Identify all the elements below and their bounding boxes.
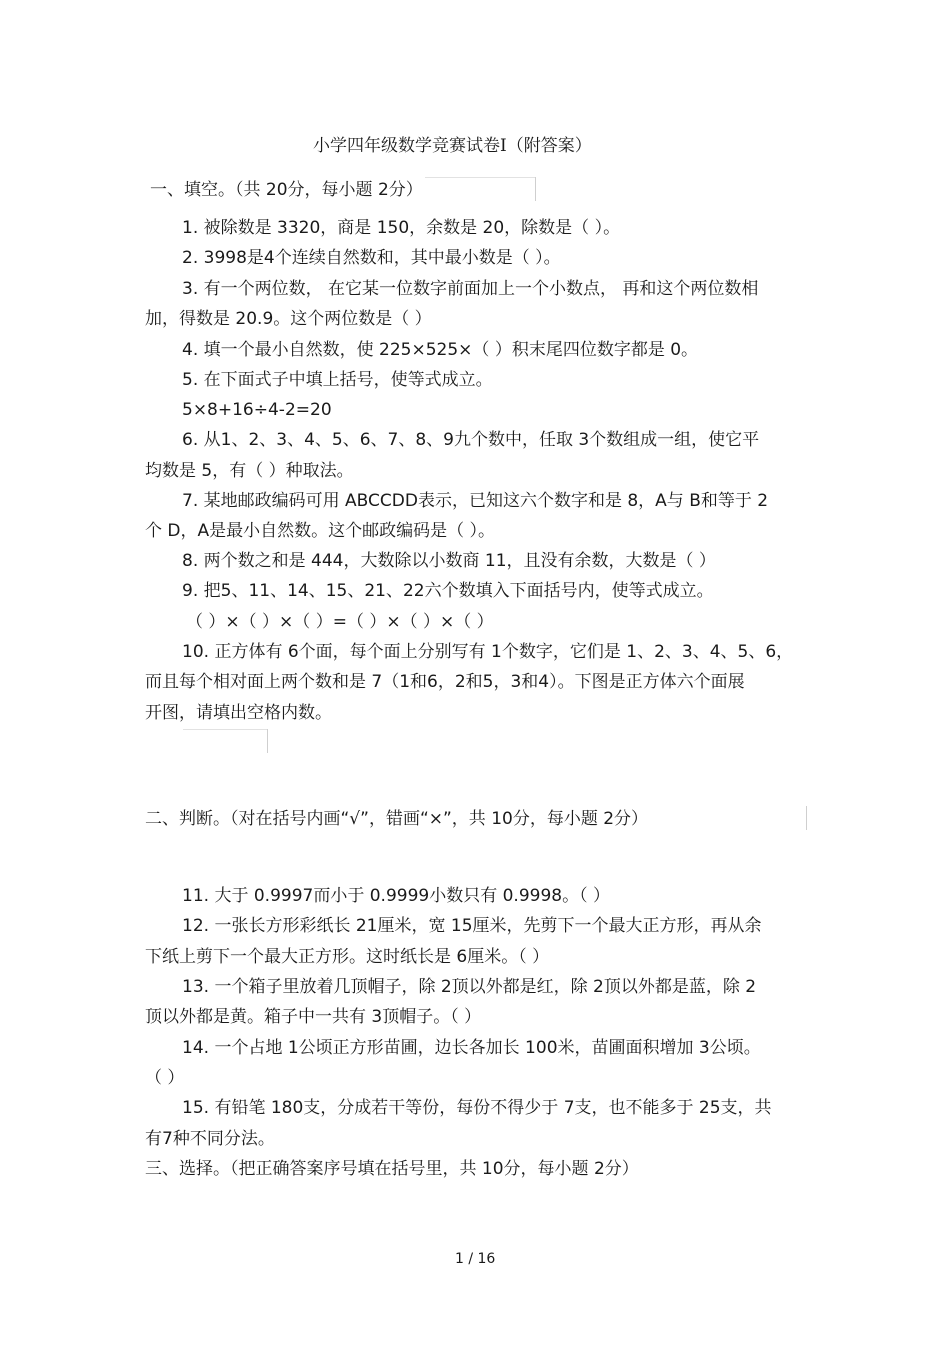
table-rule — [425, 177, 535, 178]
question-line: 8. 两个数之和是 444，大数除以小数商 11，且没有余数，大数是（ ） — [182, 551, 716, 571]
question-line: 5×8+16÷4-2=20 — [182, 400, 332, 420]
table-rule — [806, 806, 807, 830]
question-line: 1. 被除数是 3320，商是 150，余数是 20，除数是（ ）。 — [182, 218, 621, 238]
question-line: 7. 某地邮政编码可用 ABCCDD表示，已知这六个数字和是 8，A与 B和等于 2 — [182, 491, 769, 511]
question-line: 加，得数是 20.9。这个两位数是（ ） — [145, 309, 432, 329]
equation-line: （ ）×（ ）×（ ）=（ ）×（ ）×（ ） — [186, 612, 494, 632]
page-number: 1 / 16 — [455, 1251, 496, 1267]
question-line: 11. 大于 0.9997而小于 0.9999小数只有 0.9998。（ ） — [182, 886, 611, 906]
question-line: 3. 有一个两位数， 在它某一位数字前面加上一个小数点， 再和这个两位数相 — [182, 279, 759, 299]
table-rule — [535, 177, 536, 201]
page-title: 小学四年级数学竞赛试卷Ⅰ（附答案） — [313, 136, 592, 156]
question-line: 有7种不同分法。 — [145, 1129, 275, 1149]
figure-rule — [183, 729, 267, 730]
question-line: 顶以外都是黄。箱子中一共有 3顶帽子。（ ） — [145, 1007, 482, 1027]
question-line: 15. 有铅笔 180支，分成若干等份，每份不得少于 7支，也不能多于 25支，共 — [182, 1098, 772, 1118]
question-line: 10. 正方体有 6个面，每个面上分别写有 1个数字，它们是 1、2、3、4、5、6， — [182, 642, 794, 662]
question-line: 下纸上剪下一个最大正方形。这时纸长是 6厘米。（ ） — [145, 947, 550, 967]
question-line: 9. 把5、11、14、15、21、22六个数填入下面括号内，使等式成立。 — [182, 581, 714, 601]
question-line: 4. 填一个最小自然数，使 225×525×（ ）积末尾四位数字都是 0。 — [182, 340, 699, 360]
section-2-heading: 二、判断。（对在括号内画“√”，错画“×”，共 10分，每小题 2分） — [145, 809, 649, 829]
question-line: 开图，请填出空格内数。 — [145, 703, 332, 723]
question-line: 12. 一张长方形彩纸长 21厘米，宽 15厘米，先剪下一个最大正方形，再从余 — [182, 916, 762, 936]
figure-rule — [267, 729, 268, 753]
section-3-heading: 三、选择。（把正确答案序号填在括号里，共 10分，每小题 2分） — [145, 1159, 639, 1179]
question-line: 而且每个相对面上两个数和是 7（1和6，2和5，3和4）。下图是正方体六个面展 — [145, 672, 745, 692]
question-line: 均数是 5，有（ ）种取法。 — [145, 461, 354, 481]
question-line: 13. 一个箱子里放着几顶帽子，除 2顶以外都是红，除 2顶以外都是蓝，除 2 — [182, 977, 757, 997]
question-line: 6. 从1、2、3、4、5、6、7、8、9九个数中，任取 3个数组成一组，使它平 — [182, 430, 760, 450]
question-line: 个 D，A是最小自然数。这个邮政编码是（ ）。 — [145, 521, 496, 541]
question-line: 2. 3998是4个连续自然数和，其中最小数是（ ）。 — [182, 248, 561, 268]
question-line: 5. 在下面式子中填上括号，使等式成立。 — [182, 370, 493, 390]
section-1-heading: 一、填空。（共 20分，每小题 2分） — [150, 180, 423, 200]
question-line: 14. 一个占地 1公顷正方形苗圃，边长各加长 100米，苗圃面积增加 3公顷。 — [182, 1038, 761, 1058]
question-line: （ ） — [145, 1068, 185, 1088]
